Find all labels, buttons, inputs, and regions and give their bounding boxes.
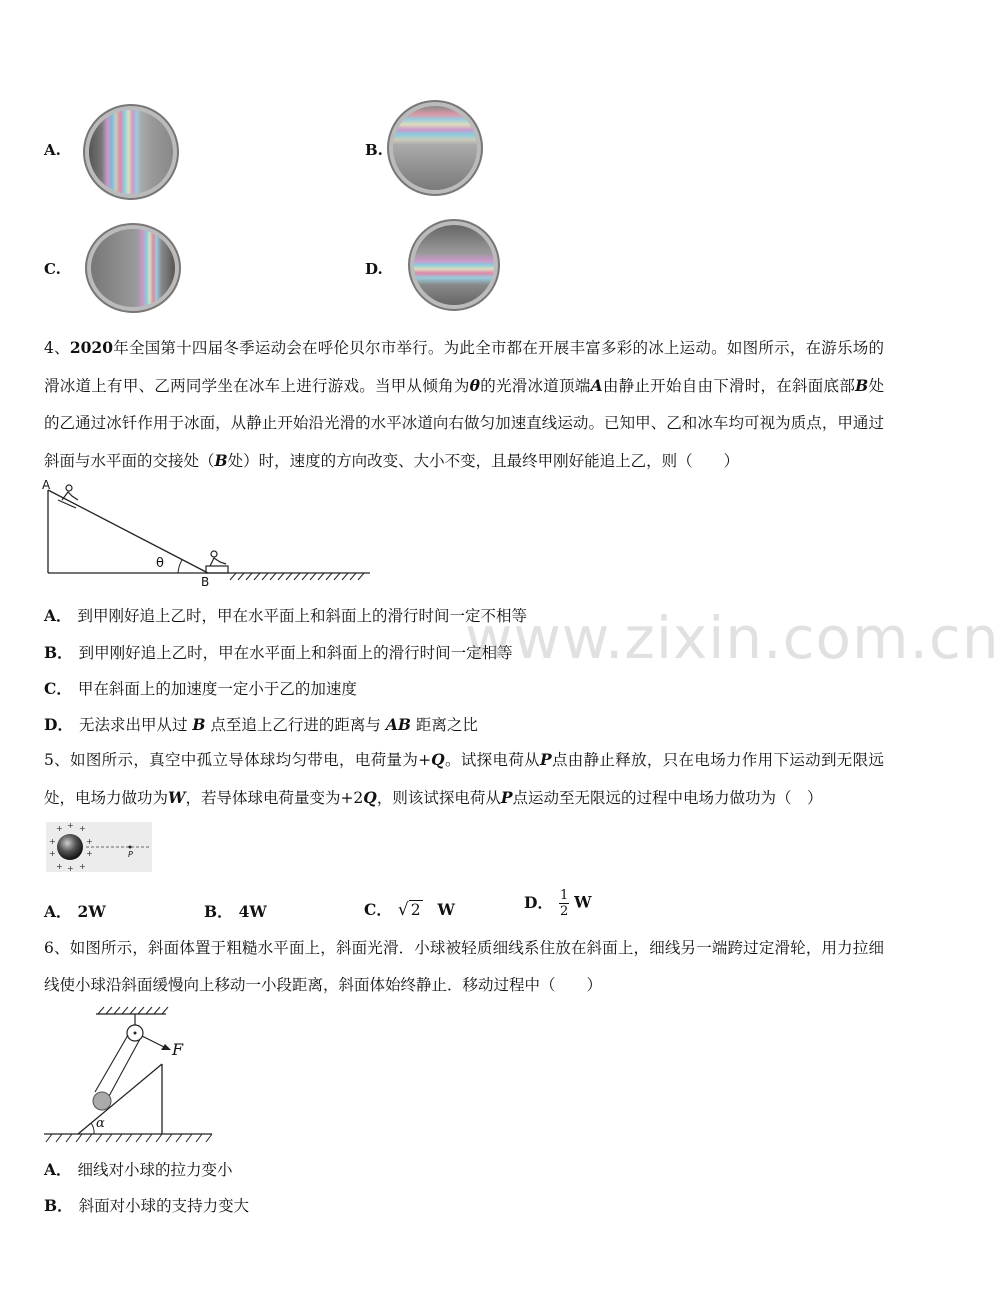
svg-text:+: + (86, 837, 93, 846)
option-b-label: B. (365, 141, 383, 159)
svg-text:+: + (79, 862, 86, 871)
q5-option-b[interactable]: B． 4W (204, 902, 267, 921)
watermark: www.zixin.com.cn (465, 604, 1000, 672)
q6-option-b[interactable]: B． 斜面对小球的支持力变大 (44, 1196, 250, 1215)
figure-label-a: A (42, 478, 51, 492)
svg-text:+: + (49, 849, 56, 858)
q5-option-c[interactable]: C． √ 2 W (364, 900, 455, 920)
svg-text:+: + (49, 837, 56, 846)
q5-option-d[interactable]: D． $\frac{1}{2}$ W (524, 888, 592, 919)
figure-label-b: B (201, 575, 210, 589)
svg-text:+: + (56, 824, 63, 833)
fringe-image-c (84, 222, 182, 314)
svg-text:+: + (79, 824, 86, 833)
charged-sphere-figure (46, 822, 152, 872)
option-a-label: A. (44, 141, 61, 159)
figure-label-f: F (172, 1040, 184, 1059)
question-4-stem: 4、2020年全国第十四届冬季运动会在呼伦贝尔市举行。为此全市都在开展丰富多彩的冰上运动。如图所示，在游乐场的滑冰道上有甲、乙两同学坐在冰车上进行游戏。当甲从倾角为θ的光滑冰道顶端A由静止开始自由下滑时，在斜面底部B处的乙通过冰钎作用于冰面，从静止开始沿光滑的水平冰道向右做匀加速直线运动。已知甲、乙和冰车均可视为质点，甲通过斜面与水平面的交接处（B处）时，速度的方向改变、大小不变，且最终甲刚好能追上乙，则（ ） (44, 338, 884, 470)
figure-label-alpha: α (96, 1116, 105, 1131)
question-6-stem: 6、如图所示，斜面体置于粗糙水平面上，斜面光滑．小球被轻质细线系住放在斜面上，细线另一端跨过定滑轮，用力拉细线使小球沿斜面缓慢向上移动一小段距离，斜面体始终静止．移动过程中（ ） (44, 939, 884, 994)
q6-option-a[interactable]: A． 细线对小球的拉力变小 (44, 1160, 233, 1179)
option-c-label: C. (44, 260, 61, 278)
q4-option-a[interactable]: A． 到甲刚好追上乙时，甲在水平面上和斜面上的滑行时间一定不相等 (44, 606, 528, 625)
figure-label-p: P (128, 850, 133, 859)
q4-option-c[interactable]: C． 甲在斜面上的加速度一定小于乙的加速度 (44, 679, 357, 698)
svg-text:+: + (67, 864, 74, 873)
svg-text:+: + (67, 821, 74, 830)
sled-person-yi-icon (206, 551, 228, 573)
q4-option-b[interactable]: B． 到甲刚好追上乙时，甲在水平面上和斜面上的滑行时间一定相等 (44, 643, 513, 662)
figure-label-theta: θ (156, 556, 164, 571)
fringe-image-b (386, 100, 484, 196)
svg-text:+: + (86, 849, 93, 858)
question-5-stem: 5、如图所示，真空中孤立导体球均匀带电，电荷量为+Q。试探电荷从P点由静止释放，只在电场力作用下运动到无限远处，电场力做功为W，若导体球电荷量变为+2Q，则该试探电荷从P点运动至无限远的过程中电场力做功为（ ） (44, 750, 884, 807)
incline-figure (38, 478, 378, 590)
option-d-label: D. (365, 260, 383, 278)
q5-option-a[interactable]: A． 2W (44, 902, 106, 921)
fringe-image-d (407, 218, 501, 312)
pulley-incline-figure (40, 1004, 220, 1146)
svg-text:+: + (56, 862, 63, 871)
q4-option-d[interactable]: D． 无法求出甲从过 B 点至追上乙行进的距离与 AB 距离之比 (44, 715, 478, 734)
fringe-image-a (82, 103, 180, 201)
